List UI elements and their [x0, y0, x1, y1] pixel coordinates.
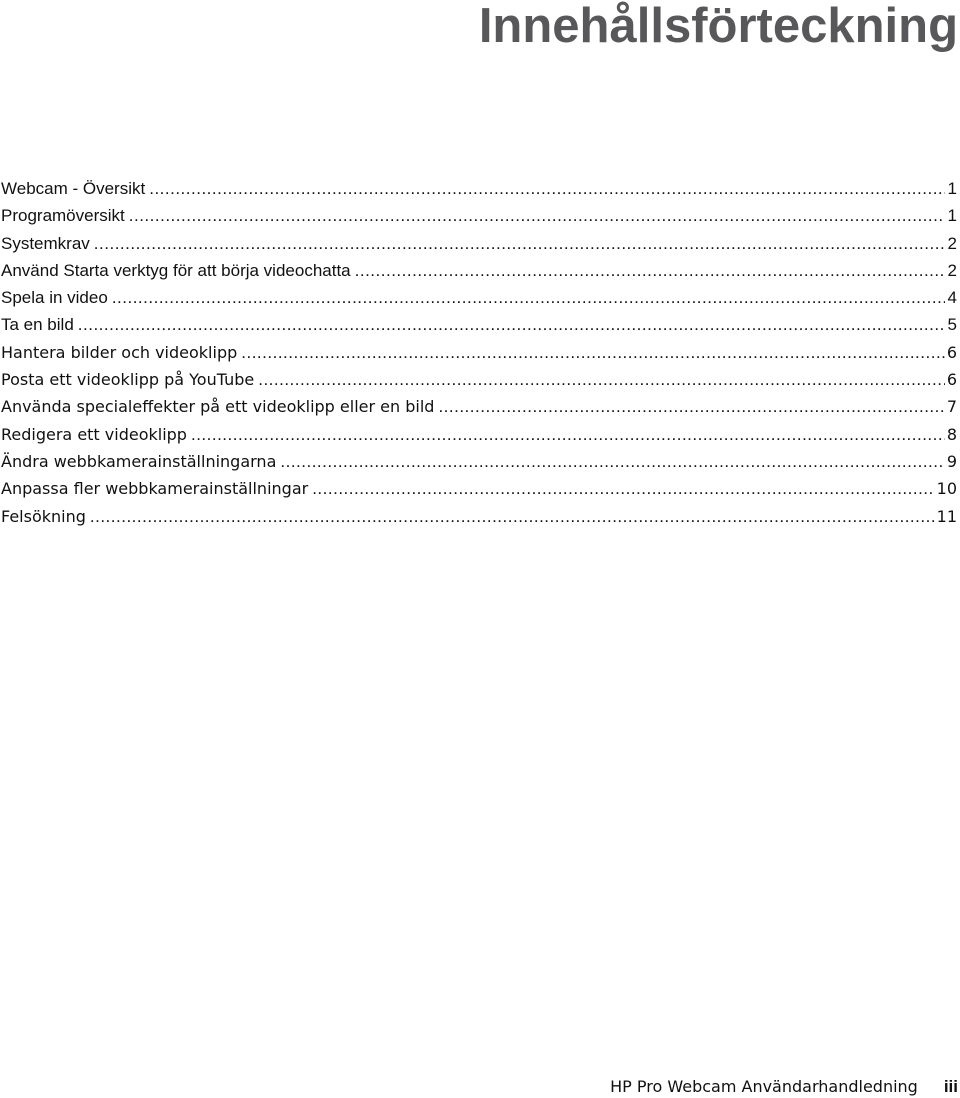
toc-entry-page: 2: [947, 233, 957, 253]
dot-leader: [129, 202, 945, 229]
toc-entry-hantera-bilder[interactable]: [1, 339, 957, 366]
dot-leader: [258, 366, 945, 393]
dot-leader: [78, 311, 945, 338]
toc-entry-title: Programöversikt: [1, 206, 125, 226]
toc-entry-page: 9: [946, 451, 957, 471]
footer-page-number: iii: [943, 1077, 958, 1096]
dot-leader: [355, 257, 945, 284]
dot-leader: [280, 448, 944, 475]
dot-leader: [94, 230, 945, 257]
toc-entry-title: Systemkrav: [1, 233, 90, 253]
toc-entry-ta-en-bild[interactable]: [1, 311, 957, 338]
dot-leader: [191, 421, 945, 448]
table-of-contents: [1, 175, 957, 530]
toc-entry-page: 1: [947, 179, 957, 198]
dot-leader: [90, 503, 935, 530]
toc-entry-title: Ändra webbkamerainställningarna: [1, 451, 277, 471]
page-title: Innehållsförteckning: [478, 0, 958, 53]
toc-entry-felsokning[interactable]: [1, 503, 957, 530]
dot-leader: [241, 339, 945, 366]
toc-entry-title: Använd Starta verktyg för att börja videochatta: [1, 260, 351, 280]
page-footer: [610, 1077, 960, 1097]
toc-entry-title: Ta en bild: [1, 315, 74, 335]
toc-entry-starta-verktyg[interactable]: [1, 257, 957, 284]
toc-entry-page: 7: [946, 397, 957, 417]
toc-entry-page: 6: [946, 342, 957, 362]
toc-entry-page: 1: [947, 206, 957, 226]
toc-entry-anpassa-installningar[interactable]: [1, 475, 957, 502]
toc-entry-programoversikt[interactable]: [1, 202, 957, 229]
toc-entry-page: 11: [936, 506, 957, 526]
toc-entry-page: 4: [947, 288, 957, 308]
toc-entry-andra-installningar[interactable]: [1, 448, 957, 475]
toc-entry-page: 10: [936, 479, 957, 499]
toc-entry-title: Redigera ett videoklipp: [1, 424, 187, 444]
toc-entry-posta-youtube[interactable]: [1, 366, 957, 393]
toc-entry-page: 2: [947, 260, 957, 280]
toc-entry-spela-in-video[interactable]: [1, 284, 957, 311]
dot-leader: [312, 475, 934, 502]
toc-entry-title: Posta ett videoklipp på YouTube: [1, 370, 255, 390]
toc-entry-title: Felsökning: [1, 506, 86, 526]
toc-entry-title: Hantera bilder och videoklipp: [1, 342, 238, 362]
toc-entry-webcam-oversikt[interactable]: [1, 175, 957, 202]
dot-leader: [112, 284, 945, 311]
toc-entry-redigera-videoklipp[interactable]: [1, 421, 957, 448]
dot-leader: [149, 175, 945, 202]
dot-leader: [438, 393, 944, 420]
toc-entry-systemkrav[interactable]: [1, 230, 957, 257]
toc-entry-page: 5: [947, 315, 957, 335]
toc-entry-title: Spela in video: [1, 288, 108, 308]
toc-entry-page: 6: [946, 370, 957, 390]
footer-document-title: HP Pro Webcam Användarhandledning: [610, 1077, 918, 1096]
toc-entry-specialeffekter[interactable]: [1, 393, 957, 420]
toc-entry-page: 8: [946, 424, 957, 444]
toc-entry-title: Anpassa fler webbkamerainställningar: [1, 479, 309, 499]
toc-entry-title: Använda specialeffekter på ett videoklipp eller en bild: [1, 397, 435, 417]
toc-entry-title: Webcam - Översikt: [1, 179, 146, 198]
